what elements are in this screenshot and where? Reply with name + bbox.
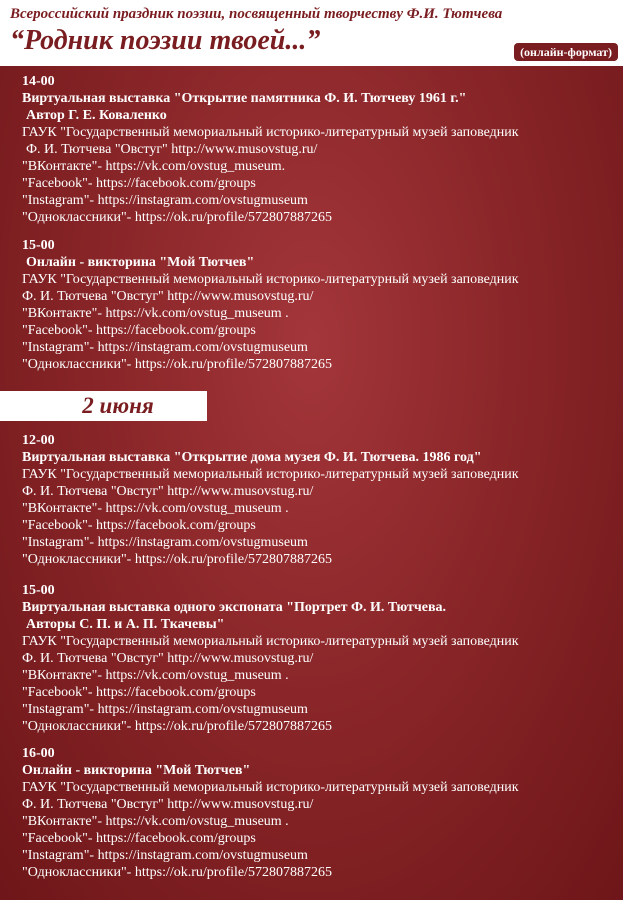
event-2 (22, 237, 519, 373)
event-facebook-link[interactable]: "Facebook"- https://facebook.com/groups (22, 518, 256, 533)
event-ok-link[interactable]: "Одноклассники"- https://ok.ru/profile/572807887265 (22, 210, 332, 225)
date-label: 2 июня (82, 393, 154, 418)
event-time: 14-00 (22, 74, 55, 89)
event-instagram-link[interactable]: "Instagram"- https://instagram.com/ovstugmuseum (22, 535, 308, 550)
event-ok-link[interactable]: "Одноклассники"- https://ok.ru/profile/572807887265 (22, 357, 332, 372)
event-facebook-link[interactable]: "Facebook"- https://facebook.com/groups (22, 323, 256, 338)
event-facebook-link[interactable]: "Facebook"- https://facebook.com/groups (22, 831, 256, 846)
event-org: ГАУК "Государственный мемориальный историко-литературный музей заповедник (22, 780, 519, 795)
event-time: 16-00 (22, 746, 55, 761)
event-ok-link[interactable]: "Одноклассники"- https://ok.ru/profile/572807887265 (22, 865, 332, 880)
event-ok-link[interactable]: "Одноклассники"- https://ok.ru/profile/572807887265 (22, 719, 332, 734)
event-facebook-link[interactable]: "Facebook"- https://facebook.com/groups (22, 685, 256, 700)
event-ok-link[interactable]: "Одноклассники"- https://ok.ru/profile/572807887265 (22, 552, 332, 567)
event-time: 15-00 (22, 583, 55, 598)
event-instagram-link[interactable]: "Instagram"- https://instagram.com/ovstugmuseum (22, 848, 308, 863)
event-vk-link[interactable]: "ВКонтакте"- https://vk.com/ovstug_museum . (22, 501, 289, 516)
event-instagram-link[interactable]: "Instagram"- https://instagram.com/ovstugmuseum (22, 340, 308, 355)
event-title: Виртуальная выставка "Открытие дома музея Ф. И. Тютчева. 1986 год" (22, 450, 482, 465)
date-banner (0, 391, 207, 421)
event-org: ГАУК "Государственный мемориальный историко-литературный музей заповедник (22, 634, 519, 649)
event-org-link[interactable]: Ф. И. Тютчева "Овстуг" http://www.musovstug.ru/ (22, 797, 314, 812)
event-title: Онлайн - викторина "Мой Тютчев" (26, 255, 255, 270)
event-org-link[interactable]: Ф. И. Тютчева "Овстуг" http://www.musovstug.ru/ (26, 142, 318, 157)
event-org-link[interactable]: Ф. И. Тютчева "Овстуг" http://www.musovstug.ru/ (22, 651, 314, 666)
event-4 (22, 582, 519, 735)
event-title: Виртуальная выставка "Открытие памятника Ф. И. Тютчеву 1961 г." (22, 91, 467, 106)
event-time: 15-00 (22, 238, 55, 253)
event-org-link[interactable]: Ф. И. Тютчева "Овстуг" http://www.musovstug.ru/ (22, 484, 314, 499)
event-time: 12-00 (22, 433, 55, 448)
format-badge: (онлайн-формат) (514, 43, 618, 61)
event-5 (22, 745, 519, 881)
event-subtitle: Авторы С. П. и А. П. Ткачевы" (26, 617, 225, 632)
event-facebook-link[interactable]: "Facebook"- https://facebook.com/groups (22, 176, 256, 191)
event-vk-link[interactable]: "ВКонтакте"- https://vk.com/ovstug_museum . (22, 814, 289, 829)
event-org-link[interactable]: Ф. И. Тютчева "Овстуг" http://www.musovstug.ru/ (22, 289, 314, 304)
event-3 (22, 432, 519, 568)
event-title: Виртуальная выставка одного экспоната "Портрет Ф. И. Тютчева. (22, 600, 447, 615)
event-vk-link[interactable]: "ВКонтакте"- https://vk.com/ovstug_museum. (22, 159, 286, 174)
header-banner (0, 0, 623, 66)
event-vk-link[interactable]: "ВКонтакте"- https://vk.com/ovstug_museum . (22, 668, 289, 683)
event-instagram-link[interactable]: "Instagram"- https://instagram.com/ovstugmuseum (22, 702, 308, 717)
festival-title: “Родник поэзии твоей...” (10, 25, 321, 56)
event-org: ГАУК "Государственный мемориальный историко-литературный музей заповедник (22, 125, 519, 140)
event-org: ГАУК "Государственный мемориальный историко-литературный музей заповедник (22, 272, 519, 287)
event-title: Онлайн - викторина "Мой Тютчев" (22, 763, 251, 778)
festival-subtitle: Всероссийский праздник поэзии, посвященный творчеству Ф.И. Тютчева (10, 6, 503, 22)
event-subtitle: Автор Г. Е. Коваленко (26, 108, 167, 123)
event-vk-link[interactable]: "ВКонтакте"- https://vk.com/ovstug_museum . (22, 306, 289, 321)
event-org: ГАУК "Государственный мемориальный историко-литературный музей заповедник (22, 467, 519, 482)
event-instagram-link[interactable]: "Instagram"- https://instagram.com/ovstugmuseum (22, 193, 308, 208)
event-1 (22, 73, 519, 226)
